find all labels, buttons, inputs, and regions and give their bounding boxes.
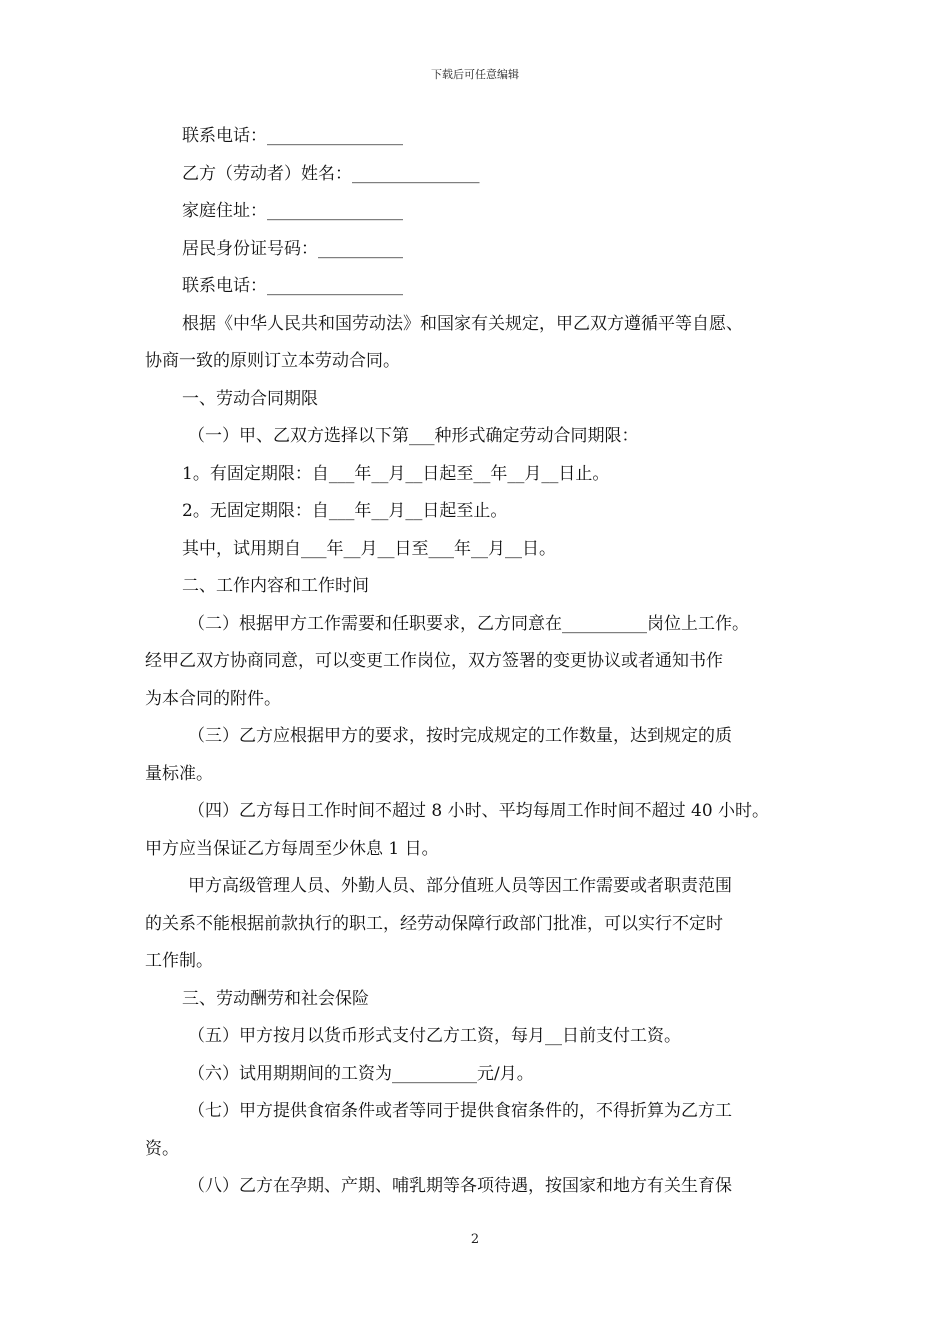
text-line: 其中，试用期自___年__月__日至___年__月__日。 <box>182 538 556 559</box>
text-line: 根据《中华人民共和国劳动法》和国家有关规定，甲乙双方遵循平等自愿、 <box>182 313 743 334</box>
text-line: 经甲乙双方协商同意，可以变更工作岗位，双方签署的变更协议或者通知书作 <box>145 651 723 671</box>
page-number: 2 <box>470 1232 480 1247</box>
text-line: （七）甲方提供食宿条件或者等同于提供食宿条件的，不得折算为乙方工 <box>188 1101 732 1121</box>
section-heading: 一、劳动合同期限 <box>182 388 318 409</box>
text-line: 甲方高级管理人员、外勤人员、部分值班人员等因工作需要或者职责范围 <box>188 876 732 896</box>
text-line: 协商一致的原则订立本劳动合同。 <box>145 351 400 371</box>
text-line: 量标准。 <box>145 763 213 784</box>
text-line: 联系电话：________________ <box>182 126 403 146</box>
text-line: 的关系不能根据前款执行的职工，经劳动保障行政部门批准，可以实行不定时 <box>145 913 723 934</box>
text-line: 家庭住址：________________ <box>182 201 403 221</box>
text-line: （二）根据甲方工作需要和任职要求，乙方同意在__________岗位上工作。 <box>188 613 749 634</box>
text-line: 乙方（劳动者）姓名：_______________ <box>182 163 480 184</box>
text-line: 2。无固定期限：自___年__月__日起至止。 <box>182 501 508 521</box>
text-line: 资。 <box>145 1138 179 1159</box>
text-line: 为本合同的附件。 <box>145 688 281 709</box>
text-line: 甲方应当保证乙方每周至少休息 1 日。 <box>145 838 439 859</box>
section-heading: 三、劳动酬劳和社会保险 <box>182 988 369 1009</box>
text-line: （八）乙方在孕期、产期、哺乳期等各项待遇，按国家和地方有关生育保 <box>188 1176 732 1196</box>
document-body <box>145 118 823 1206</box>
text-line: （四）乙方每日工作时间不超过 8 小时、平均每周工作时间不超过 40 小时。 <box>188 801 770 821</box>
text-line: 工作制。 <box>145 951 213 971</box>
page-header: 下载后可任意编辑 <box>431 68 519 81</box>
text-line: （五）甲方按月以货币形式支付乙方工资，每月__日前支付工资。 <box>188 1026 681 1046</box>
text-line: （六）试用期期间的工资为__________元/月。 <box>188 1063 534 1084</box>
section-heading: 二、工作内容和工作时间 <box>182 576 369 596</box>
text-line: （三）乙方应根据甲方的要求，按时完成规定的工作数量，达到规定的质 <box>188 726 732 746</box>
text-line: 1。有固定期限：自___年__月__日起至__年__月__日止。 <box>182 463 610 484</box>
text-line: （一）甲、乙双方选择以下第___种形式确定劳动合同期限： <box>188 426 639 446</box>
text-line: 联系电话：________________ <box>182 276 403 296</box>
text-line: 居民身份证号码：__________ <box>182 238 403 259</box>
